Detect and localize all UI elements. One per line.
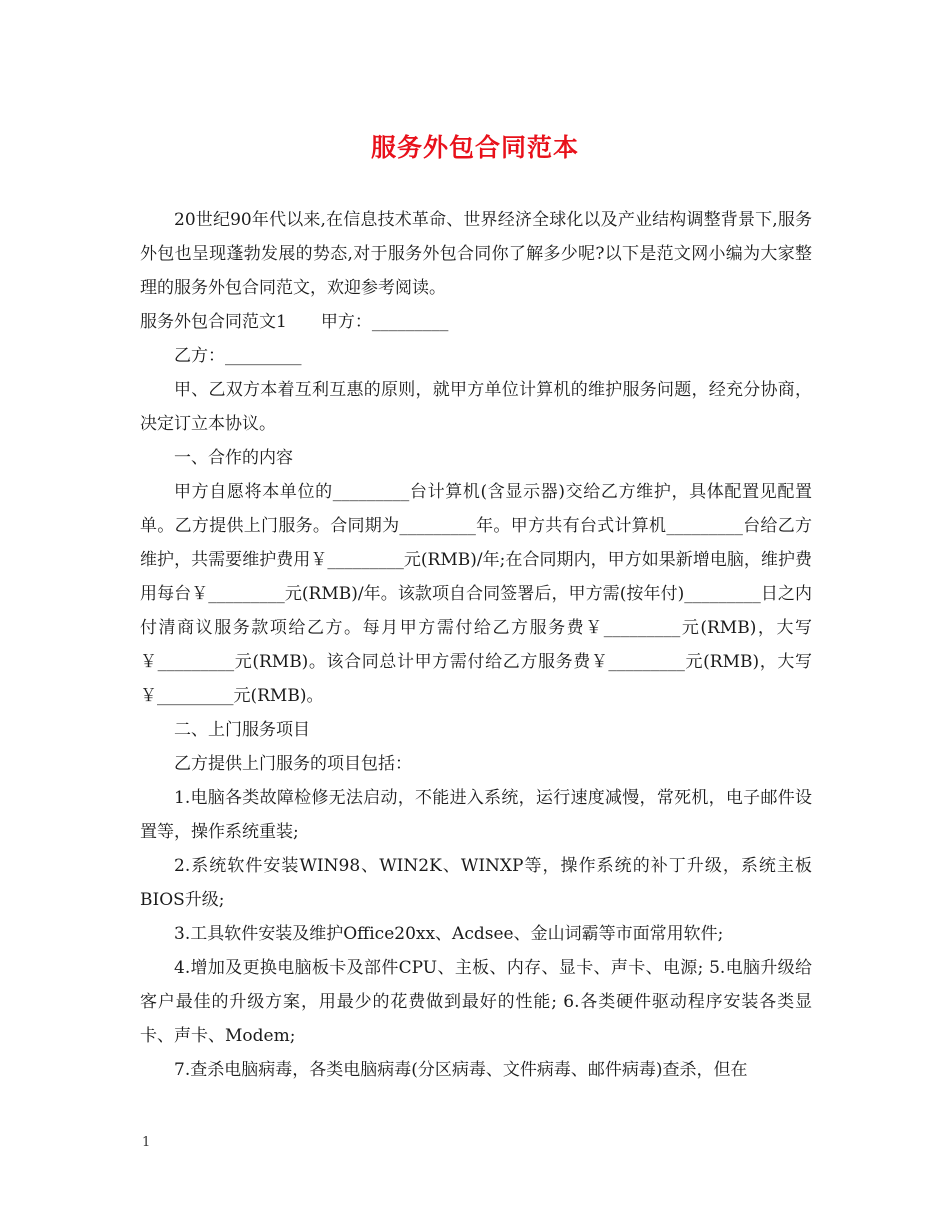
paragraph: 1.电脑各类故障检修无法启动，不能进入系统，运行速度减慢，常死机，电子邮件设置等，操作系统重装; — [140, 788, 812, 842]
document-title: 服务外包合同范本 — [370, 133, 579, 162]
paragraph: 一、合作的内容 — [174, 448, 293, 468]
document-body — [140, 203, 812, 1087]
paragraph: 服务外包合同范文1 甲方：_________ — [140, 312, 449, 332]
paragraph: 甲方自愿将本单位的_________台计算机(含显示器)交给乙方维护，具体配置见配置单。乙方提供上门服务。合同期为_________年。甲方共有台式计算机_________台给乙方维护，共需要维护费用￥_________元(RMB)/年;在合同期内，甲方如果新增电脑，维护费用每台￥_________元(RMB)/年。该款项自合同签署后，甲方需(按年付)_________日之内付清商议服务款项给乙方。每月甲方需付给乙方服务费￥_________元(RMB)，大写￥_________元(RMB)。该合同总计甲方需付给乙方服务费￥_________元(RMB)，大写￥_________元(RMB)。 — [140, 482, 812, 706]
paragraph: 甲、乙双方本着互利互惠的原则，就甲方单位计算机的维护服务问题，经充分协商，决定订立本协议。 — [140, 380, 812, 434]
paragraph: 乙方：_________ — [174, 346, 302, 366]
paragraph: 乙方提供上门服务的项目包括： — [174, 754, 412, 774]
paragraph: 20世纪90年代以来,在信息技术革命、世界经济全球化以及产业结构调整背景下,服务外包也呈现蓬勃发展的势态,对于服务外包合同你了解多少呢?以下是范文网小编为大家整理的服务外包合同范文，欢迎参考阅读。 — [140, 210, 812, 298]
paragraph: 3.工具软件安装及维护Office20xx、Acdsee、金山词霸等市面常用软件; — [174, 924, 724, 944]
paragraph: 2.系统软件安装WIN98、WIN2K、WINXP等，操作系统的补丁升级，系统主板BIOS升级; — [140, 856, 812, 910]
page-number: 1 — [142, 1135, 151, 1150]
paragraph: 7.查杀电脑病毒，各类电脑病毒(分区病毒、文件病毒、邮件病毒)查杀，但在 — [174, 1060, 748, 1080]
paragraph: 二、上门服务项目 — [174, 720, 310, 740]
paragraph: 4.增加及更换电脑板卡及部件CPU、主板、内存、显卡、声卡、电源; 5.电脑升级给客户最佳的升级方案，用最少的花费做到最好的性能; 6.各类硬件驱动程序安装各类显卡、声卡、Modem; — [140, 958, 812, 1046]
